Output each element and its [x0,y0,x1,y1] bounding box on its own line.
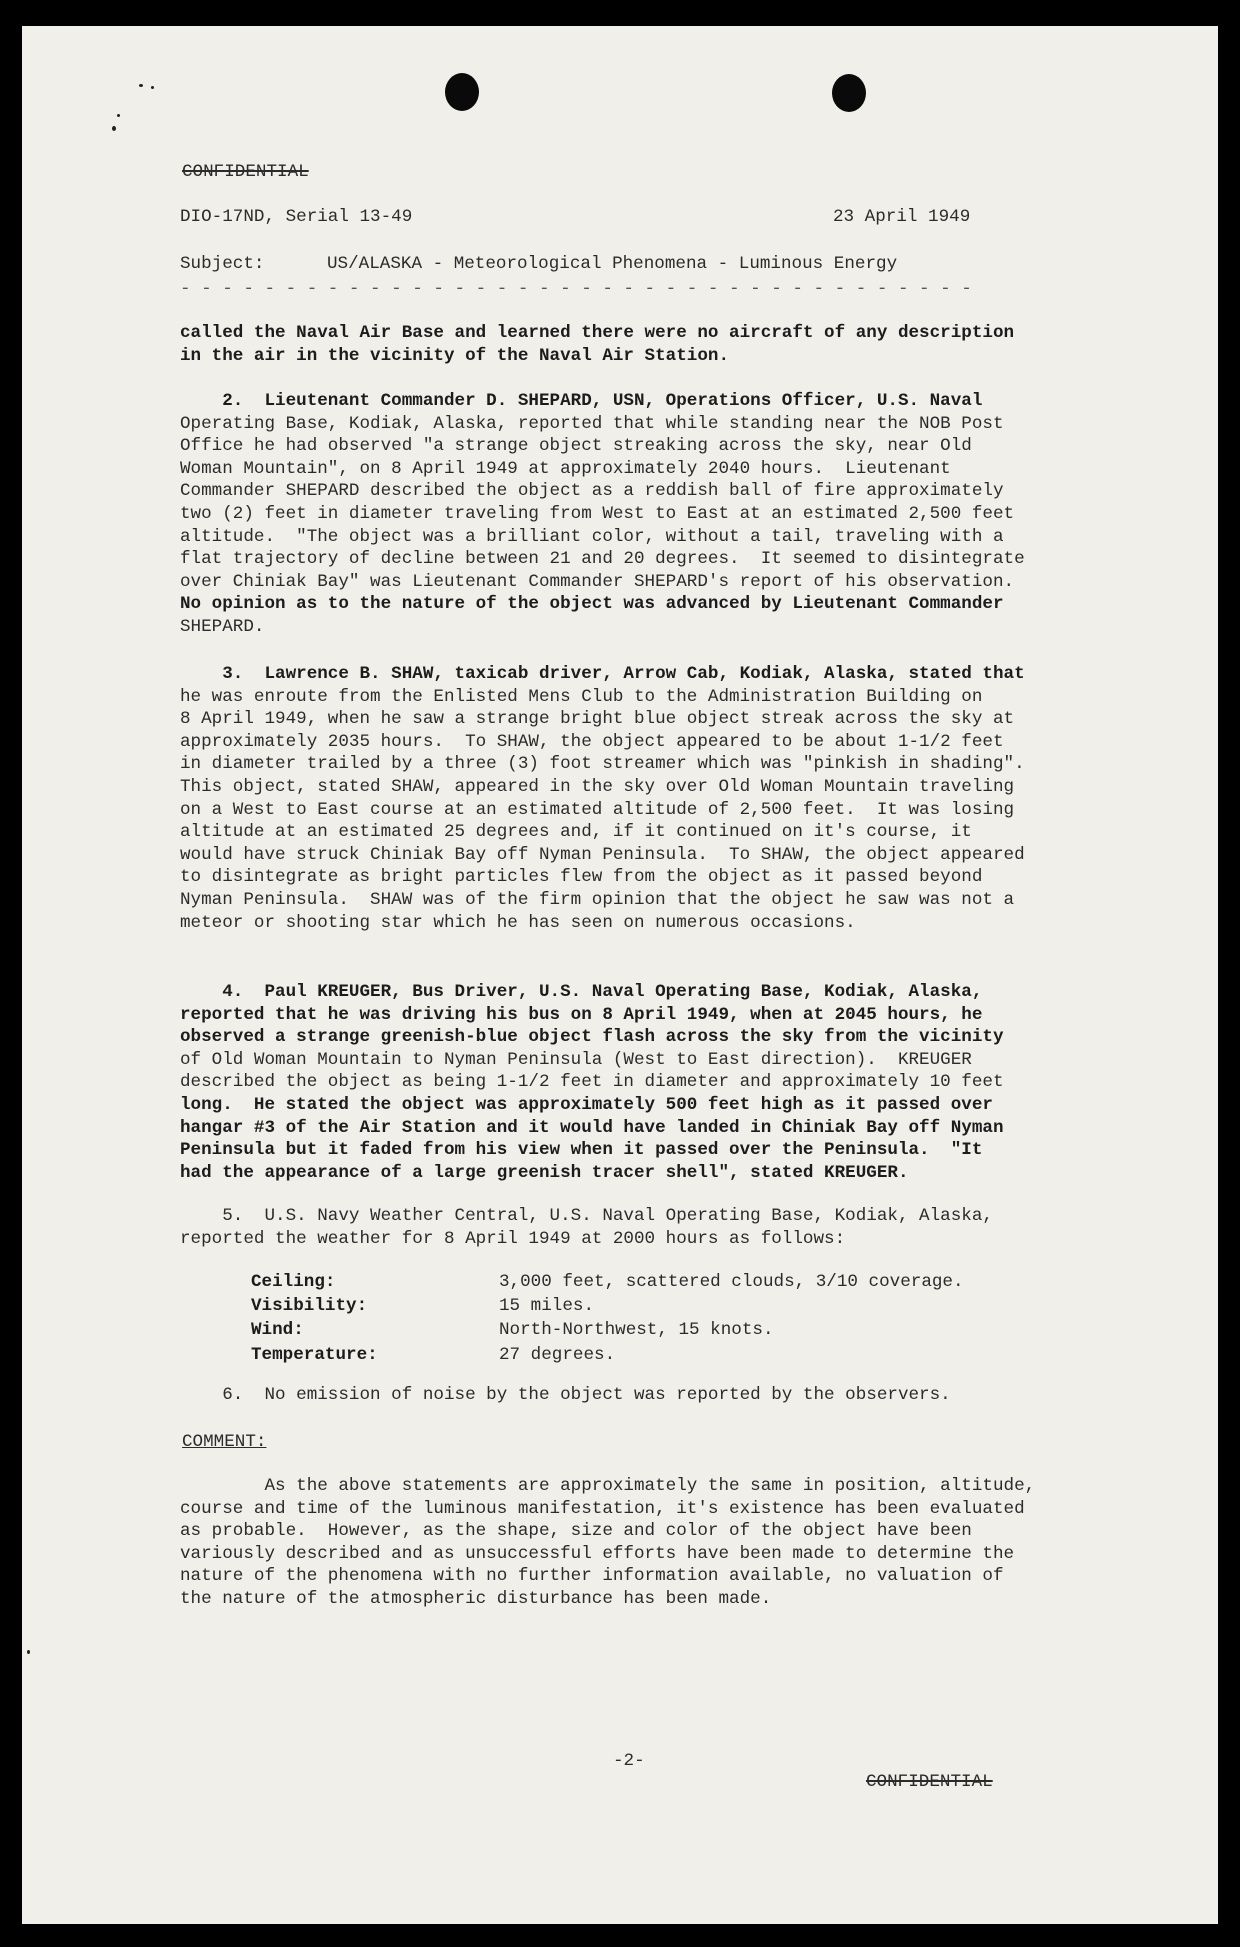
paragraph-2 [180,390,1140,639]
text-line: As the above statements are approximately the same in position, altitude, [180,1476,1036,1496]
text-line: observed a strange greenish-blue object flash across the sky from the vicinity [180,1027,1004,1048]
text-line: Operating Base, Kodiak, Alaska, reported that while standing near the NOB Post [180,413,1004,434]
text-line: of Old Woman Mountain to Nyman Peninsula (West to East direction). KREUGER [180,1049,972,1070]
text-line: two (2) feet in diameter traveling from West to East at an estimated 2,500 feet [180,503,1015,524]
weather-row [180,1271,1080,1295]
speck [112,126,116,131]
text-line: long. He stated the object was approximately 500 feet high as it passed over [180,1094,993,1115]
text-line: 8 April 1949, when he saw a strange bright blue object streak across the sky at [180,709,1015,730]
text-line: No opinion as to the nature of the object was advanced by Lieutenant Commander [180,594,1004,615]
paragraph-5 [180,1205,1140,1250]
weather-row [180,1319,1080,1343]
weather-label: Visibility: [251,1296,368,1317]
text-line: approximately 2035 hours. To SHAW, the object appeared to be about 1-1/2 feet [180,731,1004,752]
paragraph-4 [180,981,1140,1184]
comment-heading: COMMENT: [182,1432,267,1452]
text-line: reported the weather for 8 April 1949 at 2000 hours as follows: [180,1228,846,1249]
weather-value: 15 miles. [499,1296,595,1317]
text-line: called the Naval Air Base and learned there were no aircraft of any description [180,323,1015,343]
text-line: variously described and as unsuccessful efforts have been made to determine the [180,1543,1015,1564]
text-line: Woman Mountain", on 8 April 1949 at approximately 2040 hours. Lieutenant [180,458,951,479]
continuation-paragraph [180,322,1140,367]
punch-hole-right [832,74,866,112]
weather-table [180,1271,1080,1368]
text-line: in the air in the vicinity of the Naval Air Station. [180,345,730,366]
text-line: in diameter trailed by a three (3) foot streamer which was "pinkish in shading". [180,754,1025,775]
paragraph-3 [180,663,1140,934]
text-line: 2. Lieutenant Commander D. SHEPARD, USN, Operations Officer, U.S. Naval [180,391,983,411]
speck [151,86,154,89]
weather-row [180,1344,1080,1368]
text-line: as probable. However, as the shape, size and color of the object have been [180,1521,972,1542]
text-line: Office he had observed "a strange object streaking across the sky, near Old [180,436,972,457]
weather-value: North-Northwest, 15 knots. [499,1320,774,1341]
text-line: Peninsula but it faded from his view when it passed over the Peninsula. "It [180,1140,983,1161]
subject-label: Subject: [180,254,265,274]
text-line: 5. U.S. Navy Weather Central, U.S. Naval Operating Base, Kodiak, Alaska, [180,1206,993,1226]
text-line: would have struck Chiniak Bay off Nyman Peninsula. To SHAW, the object appeared [180,844,1025,865]
speck [117,114,120,117]
text-line: Commander SHEPARD described the object as a reddish ball of fire approximately [180,481,1004,502]
weather-label: Wind: [251,1320,304,1341]
text-line: nature of the phenomena with no further information available, no valuation of [180,1566,1004,1587]
text-line: Nyman Peninsula. SHAW was of the firm opinion that the object he saw was not a [180,889,1015,910]
weather-label: Temperature: [251,1344,378,1365]
text-line: on a West to East course at an estimated altitude of 2,500 feet. It was losing [180,799,1015,820]
text-line: meteor or shooting star which he has seen on numerous occasions. [180,912,856,933]
comment-paragraph [180,1475,1140,1611]
weather-value: 27 degrees. [499,1344,616,1365]
text-line: SHEPARD. [180,616,265,637]
text-line: the nature of the atmospheric disturbance has been made. [180,1588,772,1609]
text-line: hangar #3 of the Air Station and it would have landed in Chiniak Bay off Nyman [180,1117,1004,1138]
classification-bottom: CONFIDENTIAL [866,1772,993,1792]
subject-text: US/ALASKA - Meteorological Phenomena - Luminous Energy [327,254,898,274]
text-line: reported that he was driving his bus on 8 April 1949, when at 2045 hours, he [180,1004,983,1025]
text-line: altitude. "The object was a brilliant color, without a tail, traveling with a [180,526,1004,547]
speck [139,84,143,87]
text-line: 4. Paul KREUGER, Bus Driver, U.S. Naval Operating Base, Kodiak, Alaska, [180,982,983,1002]
text-line: had the appearance of a large greenish tracer shell", stated KREUGER. [180,1162,909,1183]
text-line: to disintegrate as bright particles flew from the object as it passed beyond [180,867,983,888]
text-line: 3. Lawrence B. SHAW, taxicab driver, Arrow Cab, Kodiak, Alaska, stated that [180,664,1025,684]
page-number: -2- [613,1751,645,1771]
document-page [22,26,1218,1924]
dash-rule: - - - - - - - - - - - - - - - - - - - - - - - - - - - - - - - - - - - - - - [180,279,972,299]
weather-row [180,1295,1080,1319]
text-line: course and time of the luminous manifestation, it's existence has been evaluated [180,1498,1025,1519]
reference-number: DIO-17ND, Serial 13-49 [180,207,413,227]
speck [27,1650,30,1654]
weather-label: Ceiling: [251,1272,336,1292]
paragraph-6: 6. No emission of noise by the object was reported by the observers. [180,1385,951,1405]
classification-top: CONFIDENTIAL [182,162,309,182]
text-line: altitude at an estimated 25 degrees and, if it continued on it's course, it [180,822,972,843]
text-line: described the object as being 1-1/2 feet in diameter and approximately 10 feet [180,1072,1004,1093]
text-line: This object, stated SHAW, appeared in the sky over Old Woman Mountain traveling [180,776,1015,797]
punch-hole-left [445,73,479,111]
memo-date: 23 April 1949 [833,207,971,227]
weather-value: 3,000 feet, scattered clouds, 3/10 coverage. [499,1272,964,1292]
text-line: over Chiniak Bay" was Lieutenant Commander SHEPARD's report of his observation. [180,571,1015,592]
text-line: he was enroute from the Enlisted Mens Club to the Administration Building on [180,686,983,707]
text-line: flat trajectory of decline between 21 and 20 degrees. It seemed to disintegrate [180,549,1025,570]
